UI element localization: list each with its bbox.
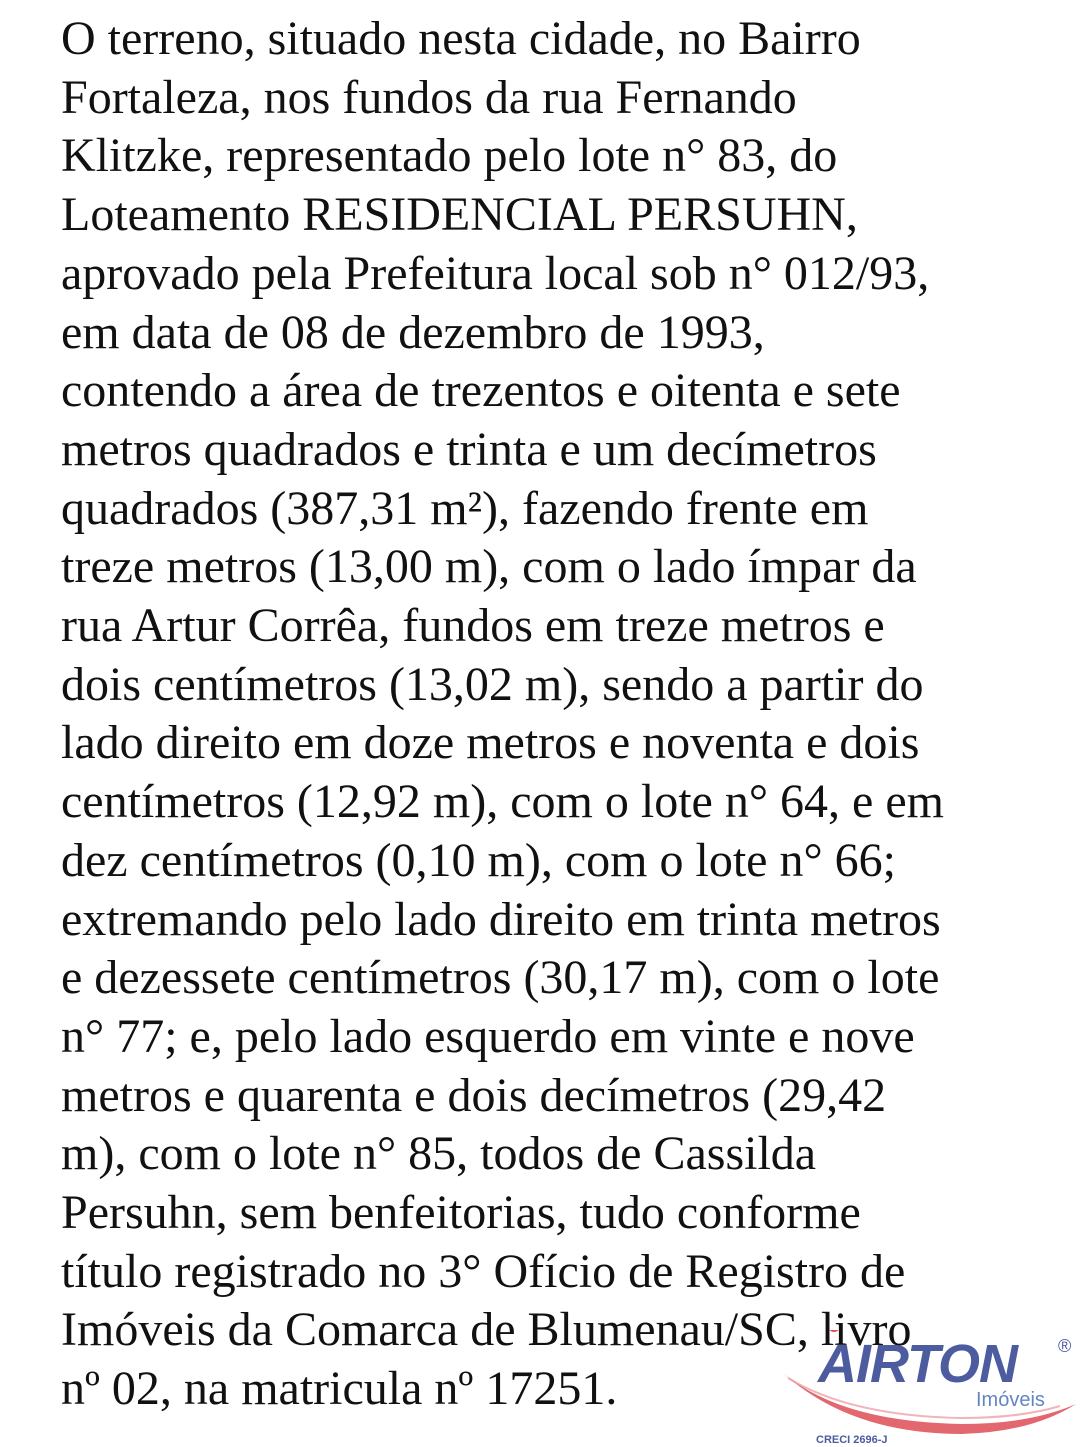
text-line: centímetros (12,92 m), com o lote n° 64, e em xyxy=(61,775,944,829)
logo-dot xyxy=(828,1330,840,1332)
text-line: Imóveis da Comarca de Blumenau/SC, livro xyxy=(61,1303,912,1357)
text-line: título registrado no 3° Ofício de Registro de xyxy=(61,1244,906,1298)
text-line: rua Artur Corrêa, fundos em treze metros e xyxy=(61,599,885,653)
text-line: quadrados (387,31 m²), fazendo frente em xyxy=(61,481,869,535)
text-line: Fortaleza, nos fundos da rua Fernando xyxy=(61,70,797,124)
text-line: metros e quarenta e dois decímetros (29,42 xyxy=(61,1068,887,1122)
document-body xyxy=(61,10,1051,1419)
text-line: dez centímetros (0,10 m), com o lote n° 66; xyxy=(61,833,896,887)
logo-creci: CRECI 2696-J xyxy=(816,1434,888,1446)
text-line: treze metros (13,00 m), com o lado ímpar da xyxy=(61,540,917,594)
text-line: m), com o lote n° 85, todos de Cassilda xyxy=(61,1127,817,1181)
logo-registered: ® xyxy=(1058,1336,1072,1356)
text-line: Klitzke, representado pelo lote n° 83, do xyxy=(61,129,838,183)
text-line: dois centímetros (13,02 m), sendo a partir do xyxy=(61,657,924,711)
text-line: n° 77; e, pelo lado esquerdo em vinte e nove xyxy=(61,1009,915,1063)
logo-subtitle: Imóveis xyxy=(976,1389,1045,1411)
text-line: lado direito em doze metros e noventa e dois xyxy=(61,716,920,770)
text-line: contendo a área de trezentos e oitenta e sete xyxy=(61,364,901,418)
text-line: extremando pelo lado direito em trinta metros xyxy=(61,892,941,946)
text-line: Loteamento RESIDENCIAL PERSUHN, xyxy=(61,188,858,242)
text-line: Persuhn, sem benfeitorias, tudo conforme xyxy=(61,1186,861,1240)
airton-logo-watermark xyxy=(780,1330,1080,1447)
text-line: metros quadrados e trinta e um decímetros xyxy=(61,422,877,476)
text-line: e dezessete centímetros (30,17 m), com o lote xyxy=(61,951,940,1005)
text-line: em data de 08 de dezembro de 1993, xyxy=(61,305,765,359)
text-line: aprovado pela Prefeitura local sob n° 012/93, xyxy=(61,246,930,300)
text-line: O terreno, situado nesta cidade, no Bairro xyxy=(61,12,861,65)
text-line: nº 02, na matricula nº 17251. xyxy=(61,1362,618,1416)
logo-brand: AIRTON xyxy=(818,1334,1018,1394)
